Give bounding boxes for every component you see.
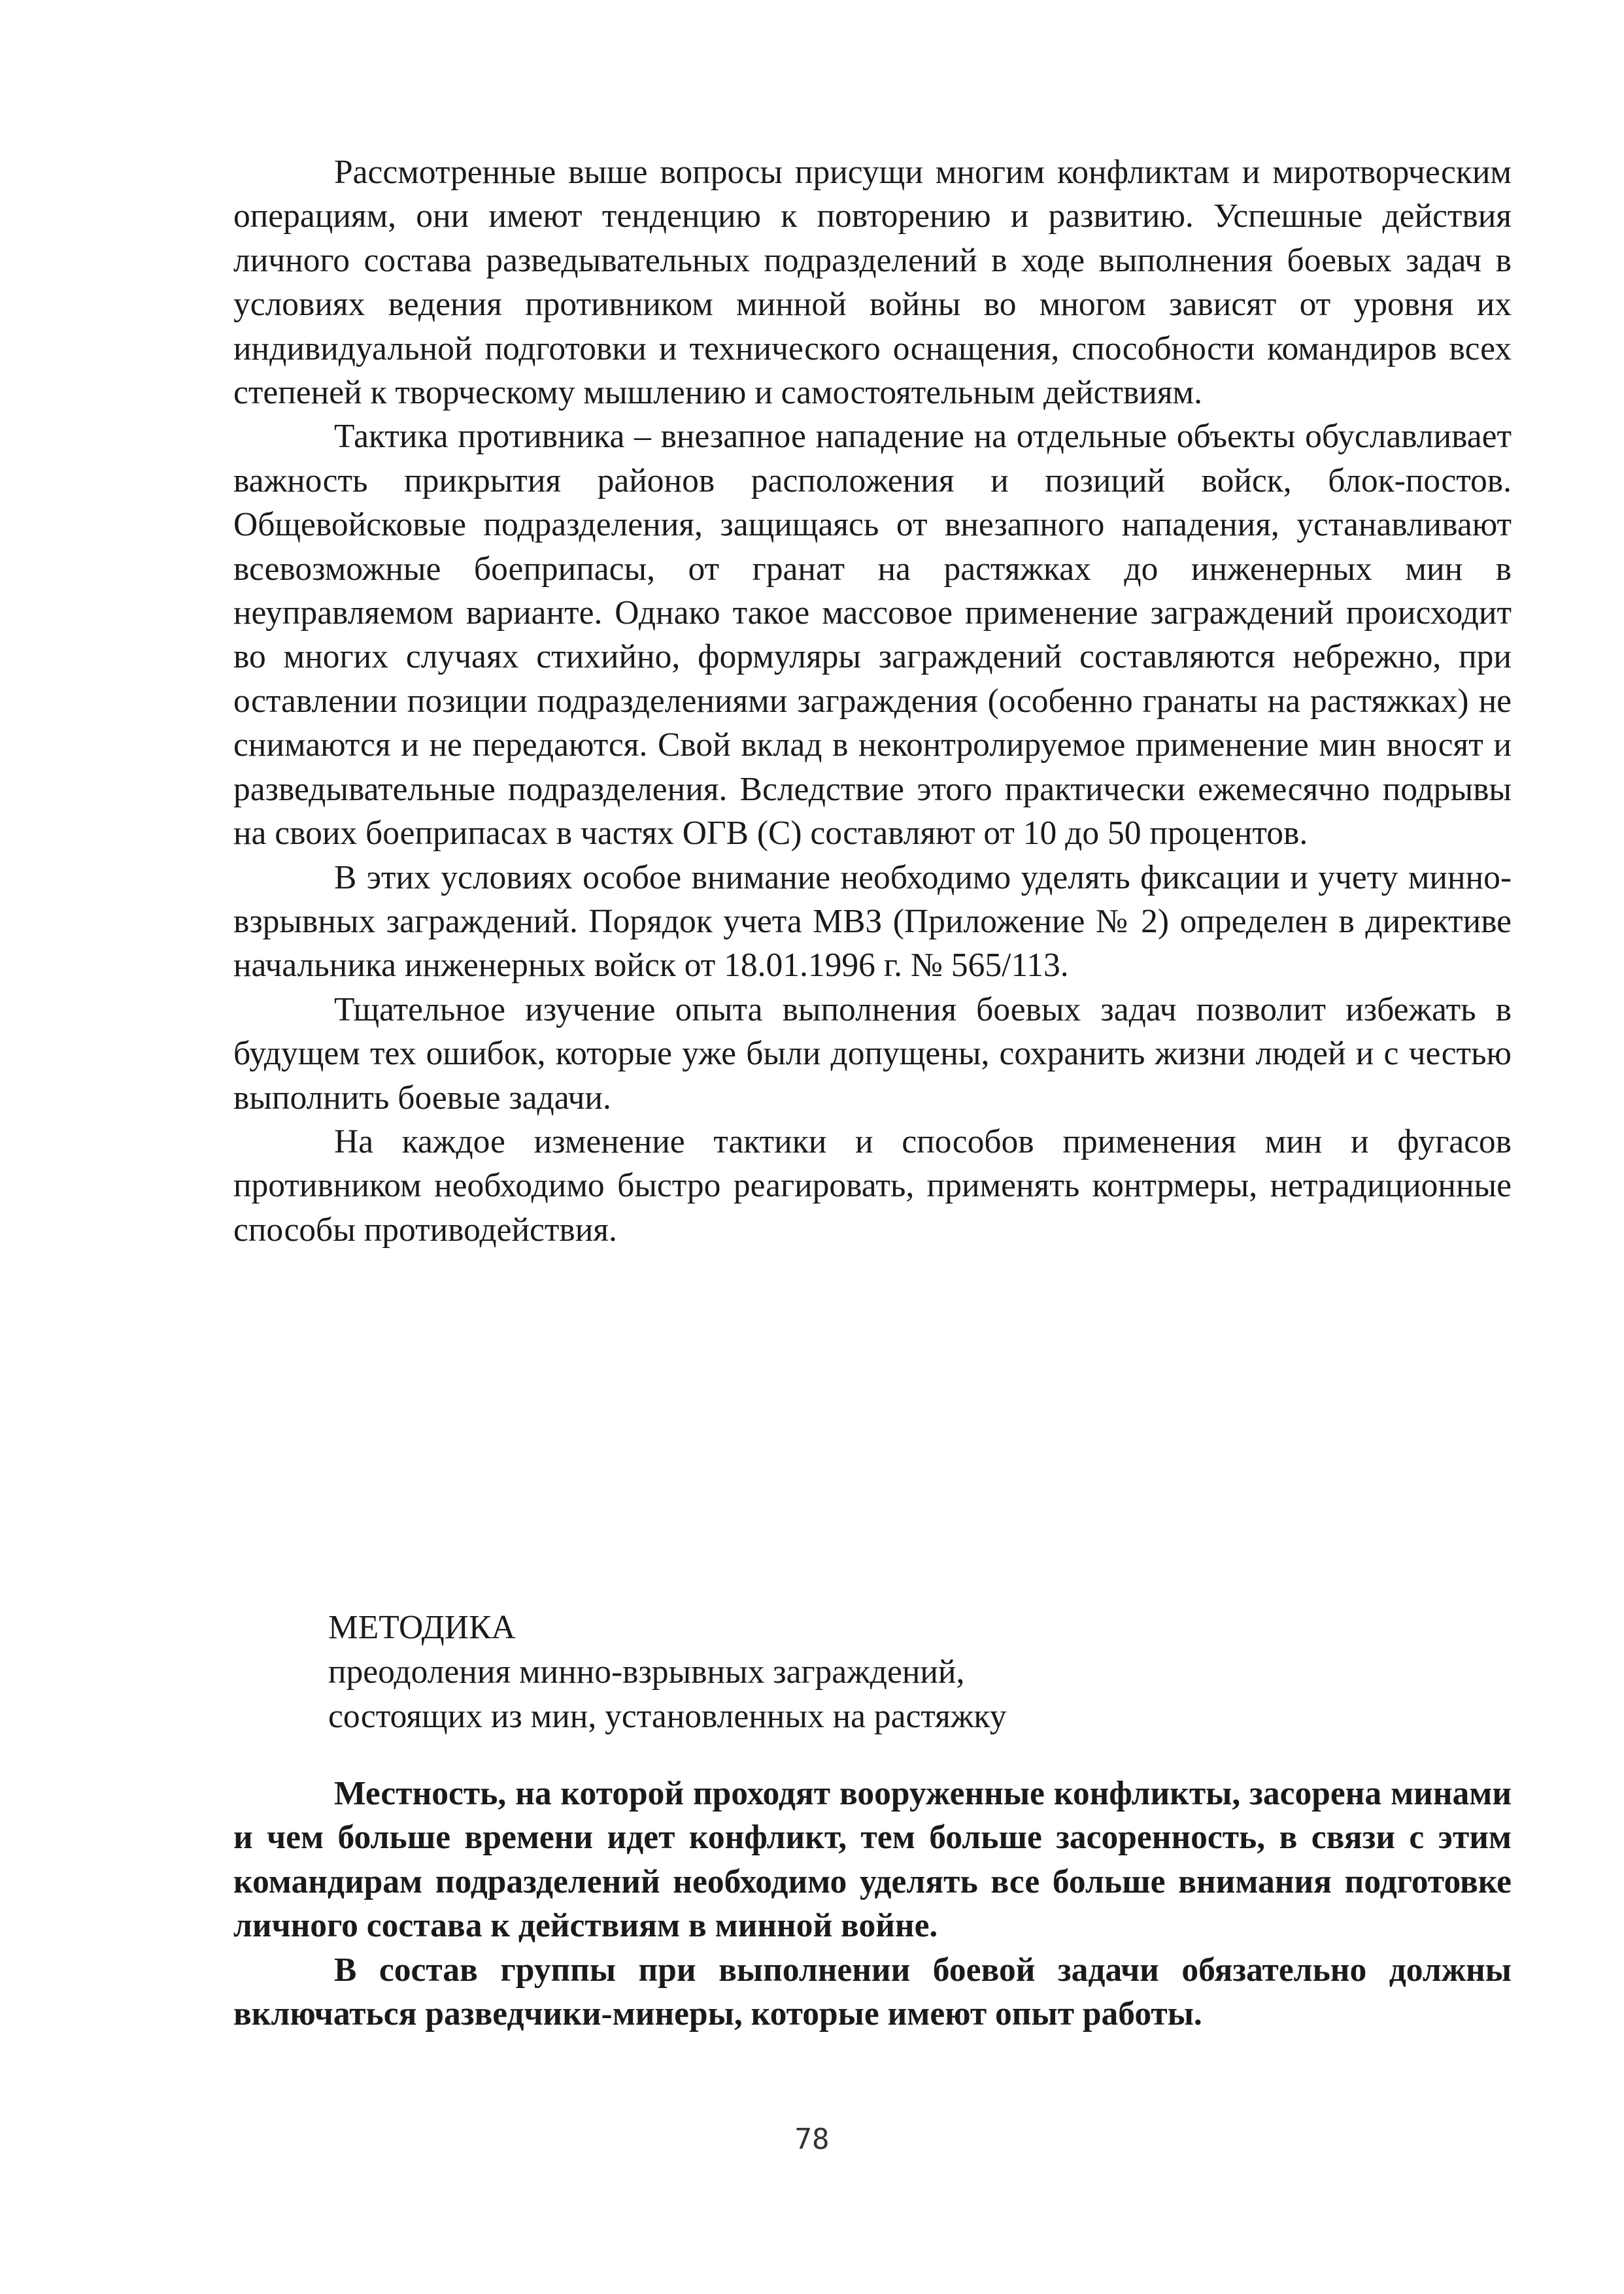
paragraph: В этих условиях особое внимание необходимо уделять фиксации и учету минно-взрывных заграждений. Порядок учета МВЗ (Приложение № 2) определен в директиве начальника инженерных войск от 18.01.1996 г. № 565/113. — [233, 858, 1512, 985]
bold-paragraph: Местность, на которой проходят вооруженные конфликты, засорена минами и чем больше времени идет конфликт, тем больше засоренность, в связи с этим командирам подразделений необходимо уделять все больше внимания подготовке личного состава к действиям в минной войне. — [233, 1775, 1512, 1945]
page-number: 78 — [794, 2123, 830, 2156]
bold-paragraph: В состав группы при выполнении боевой задачи обязательно должны включаться разведчики-минеры, которые имеют опыт работы. — [233, 1951, 1512, 2033]
body-text — [233, 150, 1512, 1252]
section-subtitle-line: состоящих из мин, установленных на растяжку — [328, 1698, 1007, 1735]
paragraph: На каждое изменение тактики и способов применения мин и фугасов противником необходимо быстро реагировать, применять контрмеры, нетрадиционные способы противодействия. — [233, 1122, 1512, 1249]
paragraph: Тщательное изучение опыта выполнения боевых задач позволит избежать в будущем тех ошибок, которые уже были допущены, сохранить жизни людей и с честью выполнить боевые задачи. — [233, 990, 1512, 1117]
section-subtitle-line: преодоления минно-взрывных заграждений, — [328, 1653, 965, 1691]
section-heading — [328, 1606, 1006, 1739]
bold-text-section — [233, 1772, 1512, 2036]
section-title: МЕТОДИКА — [328, 1609, 516, 1646]
paragraph: Рассмотренные выше вопросы присущи многим конфликтам и миротворческим операциям, они имеют тенденцию к повторению и развитию. Успешные действия личного состава разведывательных подразделений в ходе выполнения боевых задач в условиях ведения противником минной войны во многом зависят от уровня их индивидуальной подготовки и технического оснащения, способности командиров всех степеней к творческому мышлению и самостоятельным действиям. — [233, 154, 1512, 412]
paragraph: Тактика противника – внезапное нападение на отдельные объекты обуславливает важность прикрытия районов расположения и позиций войск, блок-постов. Общевойсковые подразделения, защищаясь от внезапного нападения, устанавливают всевозможные боеприпасы, от гранат на растяжках до инженерных мин в неуправляемом варианте. Однако такое массовое применение заграждений происходит во многих случаях стихийно, формуляры заграждений составляются небрежно, при оставлении позиции подразделениями заграждения (особенно гранаты на растяжках) не снимаются и не передаются. Свой вклад в неконтролируемое применение мин вносят и разведывательные подразделения. Вследствие этого практически ежемесячно подрывы на своих боеприпасах в частях ОГВ (С) составляют от 10 до 50 процентов. — [233, 418, 1512, 852]
